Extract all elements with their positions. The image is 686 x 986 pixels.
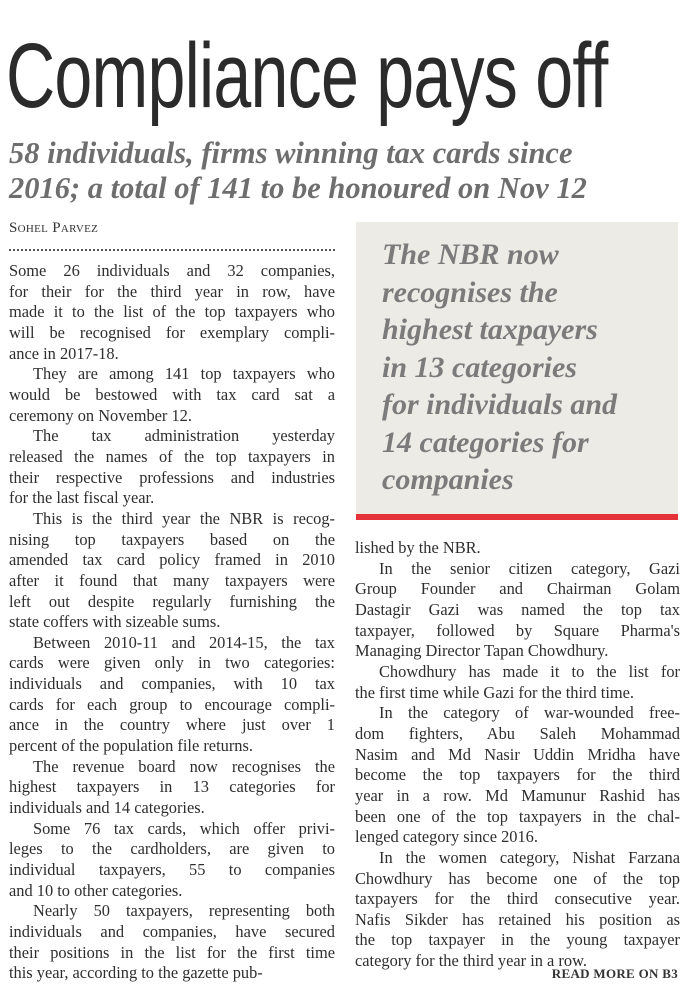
text-line: made it to the list of the top taxpayers who: [9, 302, 335, 322]
paragraph: [9, 633, 335, 757]
subheadline: [9, 136, 669, 206]
text-line: leges to the cardholders, are given to: [9, 839, 335, 859]
text-line: Nafis Sikder has retained his position as: [355, 909, 680, 929]
text-line: lished by the NBR.: [355, 538, 481, 557]
text-line: taxpayers for the third consecutive year.: [355, 889, 680, 909]
text-line: In the category of war-wounded free-: [379, 703, 680, 723]
text-line: for the last fiscal year.: [9, 488, 155, 508]
text-line: percent of the population file returns.: [9, 736, 253, 756]
text-line: amended tax card policy framed in 2010: [9, 550, 335, 570]
text-line: been one of the top taxpayers in the chal-: [355, 806, 680, 826]
text-line: Chowdhury has made it to the list for: [379, 661, 680, 681]
pull-quote-accent-bar: [356, 514, 678, 520]
dotted-divider: [9, 249, 335, 251]
text-line: individual taxpayers, 55 to companies: [9, 860, 335, 880]
pull-quote-box: [356, 222, 678, 514]
text-line: category for the third year in a row.: [355, 951, 587, 971]
headline: Compliance pays off: [6, 25, 608, 127]
paragraph: [355, 703, 680, 848]
paragraph: [355, 538, 680, 559]
text-line: individuals and companies, with 10 tax: [9, 674, 335, 694]
pull-quote-line: companies: [382, 463, 514, 496]
text-line: dom fighters, Abu Saleh Mohammad: [355, 723, 680, 743]
text-line: ceremony on November 12.: [9, 405, 192, 425]
text-line: Managing Director Tapan Chowdhury.: [355, 641, 609, 661]
pull-quote-text: [382, 236, 617, 499]
paragraph: [9, 901, 335, 984]
paragraph: [9, 261, 335, 364]
text-line: become the top taxpayers for the third: [355, 765, 680, 785]
text-line: taxpayer, followed by Square Pharma's: [355, 620, 680, 640]
right-column: [355, 538, 680, 972]
text-line: released the names of the top taxpayers in: [9, 446, 335, 466]
text-line: They are among 141 top taxpayers who: [33, 364, 335, 384]
text-line: for their for the third year in row, have: [9, 281, 335, 301]
byline: [9, 220, 98, 237]
pull-quote-line: The NBR now: [382, 238, 559, 271]
text-line: individuals and 14 categories.: [9, 798, 205, 818]
text-line: individuals and companies, have secured: [9, 922, 335, 941]
text-line: this year, according to the gazette pub-: [9, 963, 263, 983]
text-line: Chowdhury has become one of the top: [355, 868, 680, 888]
paragraph: [355, 848, 680, 972]
pull-quote-line: 14 categories for: [382, 425, 589, 459]
text-line: highest taxpayers in 13 categories for: [9, 777, 335, 797]
text-line: the first time while Gazi for the third time.: [355, 682, 635, 702]
text-line: cards for each group to encourage compli-: [9, 694, 335, 714]
text-line: The tax administration yesterday: [33, 426, 335, 446]
text-line: Nearly 50 taxpayers, representing both: [33, 901, 335, 921]
text-line: nising top taxpayers based on the: [9, 529, 335, 549]
text-line: Between 2010-11 and 2014-15, the tax: [33, 632, 335, 652]
paragraph: [9, 364, 335, 426]
text-line: the top taxpayer in the young taxpayer: [355, 930, 680, 950]
text-line: In the senior citizen category, Gazi: [379, 558, 680, 578]
text-line: their respective professions and industries: [9, 467, 335, 487]
paragraph: [9, 426, 335, 509]
text-line: Group Founder and Chairman Golam: [355, 579, 680, 599]
text-line: Some 26 individuals and 32 companies,: [9, 261, 335, 280]
text-line: cards were given only in two categories:: [9, 653, 335, 673]
text-line: would be bestowed with tax card sat a: [9, 384, 335, 404]
paragraph: [9, 819, 335, 902]
text-line: year in a row. Md Mamunur Rashid has: [355, 785, 680, 805]
read-more-link[interactable]: READ MORE ON B3: [551, 966, 678, 981]
paragraph: [9, 757, 335, 819]
text-line: left out despite regularly furnishing the: [9, 591, 335, 611]
pull-quote-line: for individuals and: [382, 388, 618, 421]
text-line: This is the third year the NBR is recog-: [33, 508, 335, 528]
text-line: ance in the country where just over 1: [9, 715, 335, 735]
byline-name: Sohel Parvez: [9, 220, 99, 236]
pull-quote-line: highest taxpayers: [382, 313, 598, 346]
text-line: their positions in the list for the first time: [9, 942, 335, 962]
pull-quote-line: in 13 categories: [382, 350, 577, 384]
text-line: after it found that many taxpayers were: [9, 570, 335, 590]
pull-quote-line: recognises the: [382, 275, 558, 309]
text-line: The revenue board now recognises the: [33, 756, 335, 776]
text-line: Dastagir Gazi was named the top tax: [355, 599, 680, 619]
subhead-line: 58 individuals, firms winning tax cards since: [9, 136, 573, 170]
text-line: Nasim and Md Nasir Uddin Mridha have: [355, 744, 680, 764]
paragraph: [355, 662, 680, 703]
left-column: [9, 261, 335, 984]
paragraph: [9, 509, 335, 633]
text-line: ance in 2017-18.: [9, 343, 119, 363]
text-line: and 10 to other categories.: [9, 880, 183, 900]
text-line: will be recognised for exemplary compli-: [9, 322, 335, 342]
text-line: lenged category since 2016.: [355, 827, 538, 847]
text-line: In the women category, Nishat Farzana: [379, 847, 680, 867]
subhead-line: 2016; a total of 141 to be honoured on Nov 12: [9, 171, 587, 205]
text-line: state coffers with sizeable sums.: [9, 612, 221, 632]
text-line: Some 76 tax cards, which offer privi-: [33, 818, 335, 838]
paragraph: [355, 559, 680, 662]
